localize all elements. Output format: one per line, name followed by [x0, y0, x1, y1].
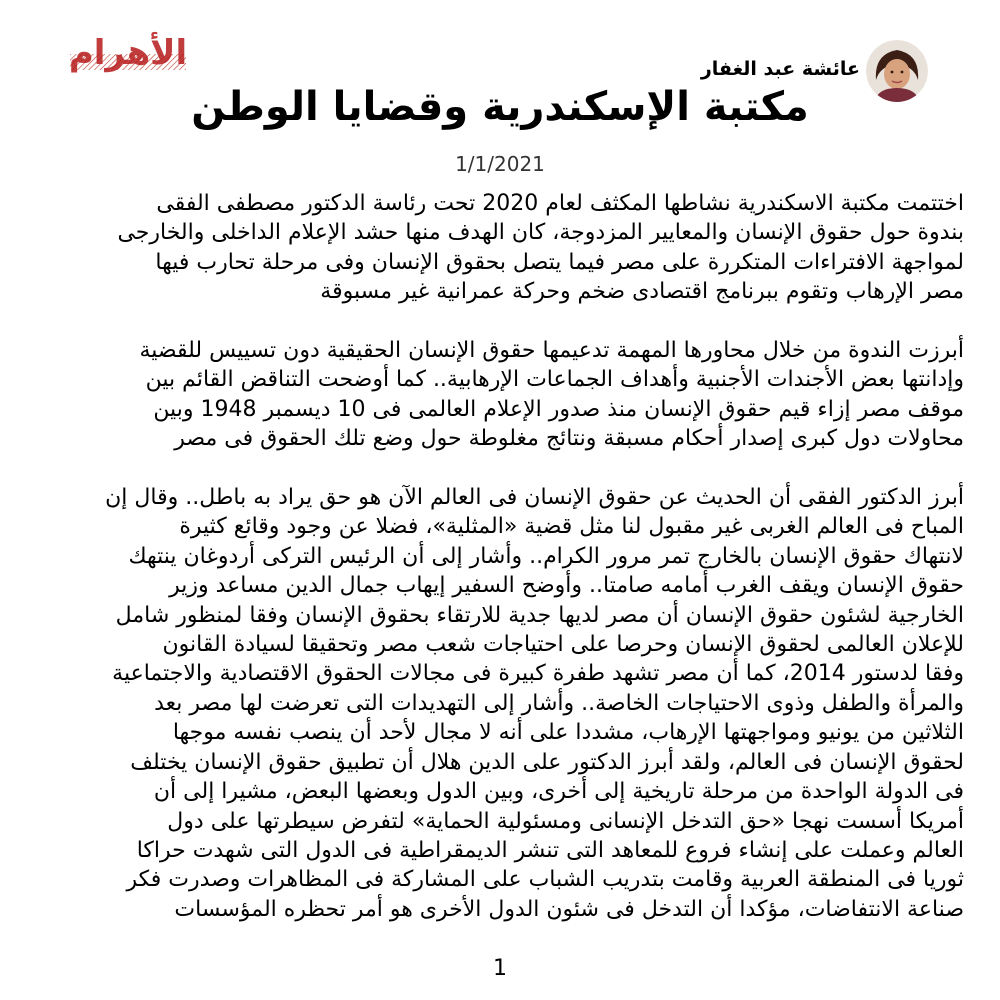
paragraph: [36, 336, 964, 454]
text-line: الخارجية لشئون حقوق الإنسان أن مصر لديها جدية للارتقاء بحقوق الإنسان وفقا لمنظور شامل: [115, 602, 964, 628]
text-line: لانتهاك حقوق الإنسان بالخارج تمر مرور الكرام.. وأشار إلى أن الرئيس التركى أردوغان ينتهك: [128, 543, 964, 569]
text-line: لمواجهة الافتراءات المتكررة على مصر فيما يتصل بحقوق الإنسان وفى مرحلة تحارب فيها: [155, 249, 964, 275]
text-line: مصر الإرهاب وتقوم ببرنامج اقتصادى ضخم وحركة عمرانية غير مسبوقة: [320, 279, 964, 305]
text-line: الثلاثين من يونيو ومواجهتها الإرهاب، مشددا على أنه لا مجال لأحد أن ينصب نفسه موجها: [172, 720, 964, 746]
paragraph-spacer: [36, 307, 964, 336]
text-line: أمريكا أسست نهجا «حق التدخل الإنسانى ومسئولية الحماية» لتفرض سيطرتها على دول: [167, 808, 964, 834]
text-line: والمرأة والطفل وذوى الاحتياجات الخاصة.. وأشار إلى التهديدات التى تعرضت لها مصر بعد: [154, 690, 964, 716]
logo-text: الأهرام: [68, 33, 188, 73]
text-line: أبرز الدكتور الفقى أن الحديث عن حقوق الإنسان فى العالم الآن هو حق يراد به باطل.. وقال إن: [105, 485, 964, 511]
text-line: صناعة الانتفاضات، مؤكدا أن التدخل فى شئون الدول الأخرى هو أمر تحظره المؤسسات: [174, 896, 964, 922]
text-line: بندوة حول حقوق الإنسان والمعايير المزدوجة، كان الهدف منها حشد الإعلام الداخلى والخارجى: [117, 220, 964, 246]
text-line: ثوريا فى المنطقة العربية وقامت بتدريب الشباب على المشاركة فى المظاهرات وصدرت فكر: [126, 867, 964, 893]
text-line: لحقوق الإنسان فى العالم، ولقد أبرز الدكتور على الدين هلال أن تطبيق حقوق الإنسان يختلف: [130, 749, 964, 775]
al-ahram-logo: [68, 28, 188, 74]
text-line: فى الدولة الواحدة من مرحلة تاريخية إلى أخرى، وبين الدول وبعضها البعض، مشيرا إلى أن: [153, 779, 964, 805]
text-line: العالم وعملت على إنشاء فروع للمعاهد التى تنشر الديمقراطية فى الدول التى شهدت حراكا: [136, 837, 964, 863]
text-line: محاولات دول كبرى إصدار أحكام مسبقة ونتائج مغلوطة حول وضع تلك الحقوق فى مصر: [174, 426, 964, 452]
text-line: وإدانتها بعض الأجندات الأجنبية وأهداف الجماعات الإرهابية.. كما أوضحت التناقض القائم بين: [145, 367, 964, 393]
article-title: مكتبة الإسكندرية وقضايا الوطن: [191, 84, 809, 130]
article-body: [36, 189, 964, 924]
text-line: أبرزت الندوة من خلال محاورها المهمة تدعيمها حقوق الإنسان الحقيقية دون تسييس للقضية: [139, 338, 964, 364]
text-line: المباح فى العالم الغربى غير مقبول لنا مثل قضية «المثلية»، فضلا عن وجود وقائع كثيرة: [179, 514, 964, 540]
text-line: اختتمت مكتبة الاسكندرية نشاطها المكثف لعام 2020 تحت رئاسة الدكتور مصطفى الفقى: [156, 191, 964, 216]
al-ahram-logo-mark: [68, 28, 188, 74]
paragraph: [36, 483, 964, 924]
text-line: وفقا لدستور 2014، كما أن مصر تشهد طفرة كبيرة فى مجالات الحقوق الاقتصادية والاجتماعية: [112, 661, 964, 687]
article-date: 1/1/2021: [455, 152, 545, 176]
text-line: حقوق الإنسان ويقف الغرب أمامه صامتا.. وأوضح السفير إيهاب جمال الدين مساعد وزير: [169, 573, 964, 599]
paragraph-spacer: [36, 454, 964, 483]
author-name: عائشة عبد الغفار: [700, 58, 860, 80]
paragraph: [36, 189, 964, 307]
page-number: 1: [493, 956, 507, 981]
text-line: موقف مصر إزاء قيم حقوق الإنسان منذ صدور الإعلام العالمى فى 10 ديسمبر 1948 وبين: [153, 396, 964, 422]
text-line: للإعلان العالمى لحقوق الإنسان وحرصا على احتياجات شعب مصر وتحقيقا لسيادة القانون: [162, 632, 964, 658]
